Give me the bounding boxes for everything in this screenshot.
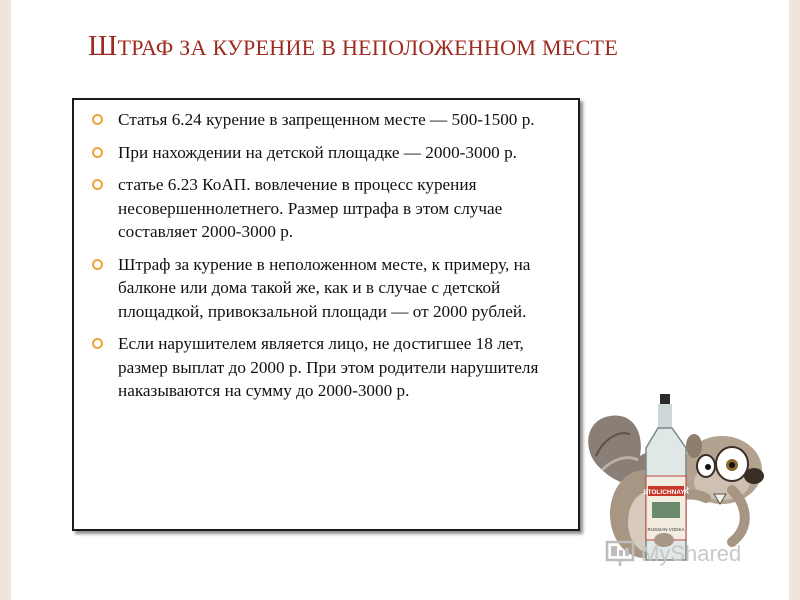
- bullet-item: [88, 332, 566, 403]
- slide-title-rest: ТРАФ ЗА КУРЕНИЕ В НЕПОЛОЖЕННОМ МЕСТЕ: [117, 35, 619, 60]
- bullet-ring-icon: [92, 338, 103, 349]
- watermark-text: MyShared: [641, 541, 742, 566]
- bullet-text: Статья 6.24 курение в запрещенном месте — 500-1500 р.: [118, 110, 535, 129]
- bullet-text: При нахождении на детской площадке — 2000-3000 р.: [118, 142, 517, 162]
- right-decorative-stripe: [789, 0, 800, 600]
- bullet-item: [88, 173, 566, 244]
- myshared-watermark: [605, 538, 780, 568]
- bullet-ring-icon: [92, 114, 103, 125]
- bullet-text: Штраф за курение в неположенном месте, к примеру, на балконе или дома такой же, как и в случае с детской площадкой, привокзальной площади — от 2000 рублей.: [118, 254, 531, 321]
- bottle-sublabel-text: RUSSIAN VODKA: [647, 527, 685, 532]
- bullet-ring-icon: [92, 147, 103, 158]
- bottle-label-text: STOLICHNAYA: [643, 489, 689, 496]
- slide-title: [88, 30, 728, 63]
- slide-title-first-letter: Ш: [88, 30, 118, 62]
- bullet-list: [74, 100, 578, 403]
- content-box: [72, 98, 580, 531]
- bullet-item: [88, 253, 566, 324]
- bullet-text: статье 6.23 КоАП. вовлечение в процесс курения несовершеннолетнего. Размер штрафа в этом случае составляет 2000-3000 р.: [118, 175, 503, 241]
- left-decorative-stripe: [0, 0, 11, 600]
- bullet-ring-icon: [92, 259, 103, 270]
- bullet-text: Если нарушителем является лицо, не достигшее 18 лет, размер выплат до 2000 р. При этом родители нарушителя наказываются на сумму до 2000-3000 р.: [118, 334, 539, 400]
- bullet-ring-icon: [92, 179, 103, 190]
- bullet-item: [88, 141, 566, 165]
- bullet-item: [88, 108, 566, 132]
